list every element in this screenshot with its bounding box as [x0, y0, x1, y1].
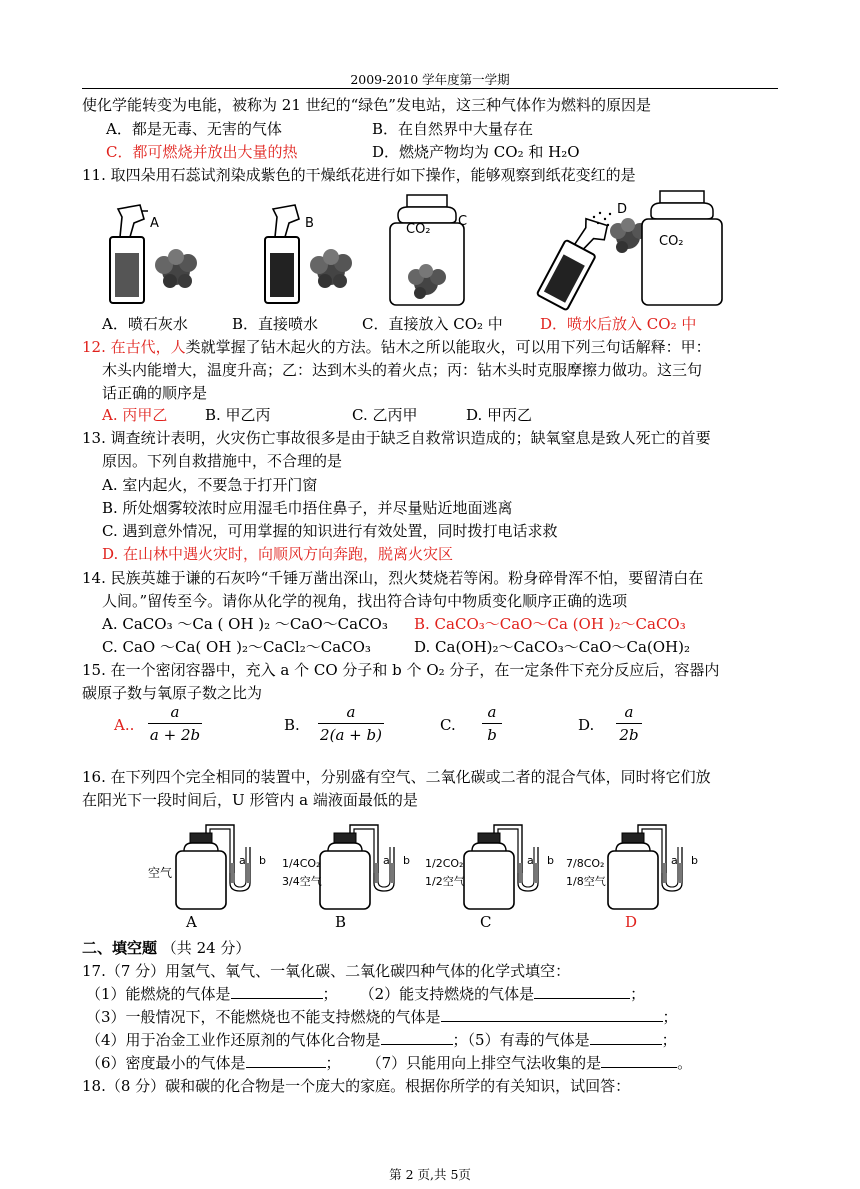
end-a-label-c: a [527, 854, 534, 867]
q14-stem-line2: 人间。”留传至今。请你从化学的视角，找出符合诗句中物质变化顺序正确的选项 [102, 592, 628, 610]
q12-stem-start: 12. 在古代，人 [82, 338, 186, 356]
apparatus-label-d: D [625, 913, 638, 931]
q11-option-b: B．直接喷水 [232, 315, 319, 333]
q17-blank-2[interactable] [534, 984, 630, 999]
apparatus-a-gas: 空气 [148, 866, 173, 880]
q17-blank-6[interactable] [246, 1053, 326, 1068]
apparatus-c-gas-1: 1/2CO₂ [425, 857, 464, 870]
apparatus-label-c: C [480, 913, 492, 931]
fraction-d-numerator: a [624, 703, 634, 721]
q16-stem-line2: 在阳光下一段时间后，U 形管内 a 端液面最低的是 [82, 791, 418, 809]
co2-label-d: CO₂ [659, 234, 684, 249]
q10-option-a: A．都是无毒、无害的气体 [106, 120, 282, 138]
q13-option-a: A. 室内起火，不要急于打开门窗 [102, 476, 318, 494]
apparatus-c-gas-2: 1/2空气 [425, 875, 465, 888]
fig-label-b: B [305, 216, 314, 231]
q14-option-a: A. CaCO₃ ～Ca ( OH )₂ ～CaO～CaCO₃ [102, 615, 388, 633]
page-header: 2009-2010 学年度第一学期 [350, 72, 510, 87]
q11-option-c: C．直接放入 CO₂ 中 [362, 315, 503, 333]
q17-item6: （6）密度最小的气体是 [86, 1054, 246, 1072]
section-title: 二、填空题 [82, 939, 158, 957]
q17-item7: （7）只能用向上排空气法收集的是 [366, 1054, 602, 1072]
apparatus-b-icon [320, 825, 394, 909]
q17-item5: ；（5）有毒的气体是 [452, 1031, 590, 1049]
q17-item2: （2）能支持燃烧的气体是 [359, 985, 535, 1003]
q15-option-b-label: B. [284, 716, 300, 734]
q14-option-d: D. Ca(OH)₂～CaCO₃～CaO～Ca(OH)₂ [414, 638, 690, 656]
q17-stem: 17.（7 分）用氢气、氧气、一氧化碳、二氧化碳四种气体的化学式填空： [82, 962, 571, 980]
q13-stem-line1: 13. 调查统计表明，火灾伤亡事故很多是由于缺乏自救常识造成的；缺氧窒息是致人死亡的首要 [82, 429, 711, 447]
q15-option-c-label: C. [440, 716, 456, 734]
end-b-label-c: b [547, 854, 554, 867]
q12-option-c: C. 乙丙甲 [352, 406, 418, 424]
fig-label-d: D [617, 202, 628, 217]
fraction-d-denominator: 2b [619, 726, 639, 744]
q16-stem-line1: 16. 在下列四个完全相同的装置中，分别盛有空气、二氧化碳或二者的混合气体，同时将它们放 [82, 768, 711, 786]
q17-item1: （1）能燃烧的气体是 [86, 985, 231, 1003]
q13-option-c: C. 遇到意外情况，可用掌握的知识进行有效处置，同时拨打电话求救 [102, 522, 558, 540]
q17-blank-1[interactable] [231, 984, 323, 999]
end-a-label-b: a [383, 854, 390, 867]
q11-stem: 11. 取四朵用石蕊试剂染成紫色的干燥纸花进行如下操作，能够观察到纸花变红的是 [82, 166, 636, 184]
q17-item3-sep: ； [662, 1008, 678, 1026]
q15-option-a-label: A.. [114, 716, 135, 734]
apparatus-a-icon [176, 825, 250, 909]
end-a-label-d: a [671, 854, 678, 867]
q10-option-d: D．燃烧产物均为 CO₂ 和 H₂O [372, 143, 580, 161]
q17-item1-sep: ； [322, 985, 338, 1003]
q13-option-b: B. 所处烟雾较浓时应用湿毛巾捂住鼻子，并尽量贴近地面逃离 [102, 499, 513, 517]
q17-item3: （3）一般情况下，不能燃烧也不能支持燃烧的气体是 [86, 1008, 441, 1026]
fraction-c-numerator: a [487, 703, 497, 721]
q12-stem-line3: 话正确的顺序是 [102, 384, 208, 402]
q17-item6-sep: ； [325, 1054, 341, 1072]
apparatus-d-gas-2: 1/8空气 [566, 875, 606, 888]
fraction-b-denominator: 2(a + b) [320, 726, 382, 744]
apparatus-label-b: B [335, 913, 347, 931]
q11-option-a: A．喷石灰水 [102, 315, 188, 333]
q17-blank-4[interactable] [381, 1030, 453, 1045]
q17-item7-sep: 。 [677, 1054, 693, 1072]
q18-stem: 18.（8 分）碳和碳的化合物是一个庞大的家庭。根据你所学的有关知识，试回答： [82, 1077, 631, 1095]
end-b-label-d: b [691, 854, 698, 867]
q12-option-b: B. 甲乙丙 [205, 406, 271, 424]
co2-label-c: CO₂ [406, 222, 431, 237]
q14-option-b: B. CaCO₃～CaO～Ca (OH )₂～CaCO₃ [414, 615, 686, 633]
q10-stem-tail: 使化学能转变为电能，被称为 21 世纪的“绿色”发电站，这三种气体作为燃料的原因是 [82, 96, 651, 114]
q17-blank-7[interactable] [601, 1053, 677, 1068]
q17-item2-sep: ； [630, 985, 646, 1003]
q10-option-c: C．都可燃烧并放出大量的热 [106, 143, 298, 161]
q12-stem-rest: 类就掌握了钻木起火的方法。钻木之所以能取火，可以用下列三句话解释：甲： [185, 338, 711, 356]
apparatus-d-gas-1: 7/8CO₂ [566, 857, 605, 870]
fraction-a-numerator: a [170, 703, 180, 721]
apparatus-label-a: A [186, 913, 197, 931]
q12-option-d: D. 甲丙乙 [466, 406, 533, 424]
apparatus-d-icon [608, 825, 682, 909]
q12-stem-line2: 木头内能增大，温度升高；乙：达到木头的着火点；丙：钻木头时克服摩擦力做功。这三句 [102, 361, 703, 379]
page-footer: 第 2 页,共 5页 [389, 1167, 471, 1182]
end-b-label-a: b [259, 854, 266, 867]
fraction-c-denominator: b [487, 726, 497, 744]
q17-blank-3[interactable] [441, 1007, 663, 1022]
fig-label-c: C [458, 214, 468, 229]
apparatus-b-gas-1: 1/4CO₂ [282, 857, 321, 870]
q15-stem-line2: 碳原子数与氧原子数之比为 [82, 684, 263, 702]
q17-blank-5[interactable] [590, 1030, 662, 1045]
q15-stem-line1: 15. 在一个密闭容器中，充入 a 个 CO 分子和 b 个 O₂ 分子，在一定条件下充分反应后，容器内 [82, 661, 720, 679]
end-b-label-b: b [403, 854, 410, 867]
q15-option-d-label: D. [578, 716, 595, 734]
q12-option-a: A. 丙甲乙 [102, 406, 168, 424]
q11-option-d: D．喷水后放入 CO₂ 中 [540, 315, 697, 333]
fraction-b-numerator: a [346, 703, 356, 721]
fraction-a-denominator: a + 2b [149, 726, 201, 744]
q14-option-c: C. CaO ～Ca( OH )₂～CaCl₂～CaCO₃ [102, 638, 371, 656]
q14-stem-line1: 14. 民族英雄于谦的石灰吟“千锤万凿出深山，烈火焚烧若等闲。粉身碎骨浑不怕，要留清白在 [82, 569, 704, 587]
q17-item4: （4）用于冶金工业作还原剂的气体化合物是 [86, 1031, 381, 1049]
fig-label-a: A [150, 216, 159, 231]
apparatus-c-icon [464, 825, 538, 909]
q10-option-b: B．在自然界中大量存在 [372, 120, 534, 138]
section-score-note: （共 24 分） [161, 939, 251, 957]
q13-option-d: D. 在山林中遇火灾时，向顺风方向奔跑，脱离火灾区 [102, 545, 454, 563]
q13-stem-line2: 原因。下列自救措施中，不合理的是 [102, 452, 343, 470]
end-a-label-a: a [239, 854, 246, 867]
apparatus-b-gas-2: 3/4空气 [282, 875, 322, 888]
q17-item5-sep: ； [661, 1031, 677, 1049]
